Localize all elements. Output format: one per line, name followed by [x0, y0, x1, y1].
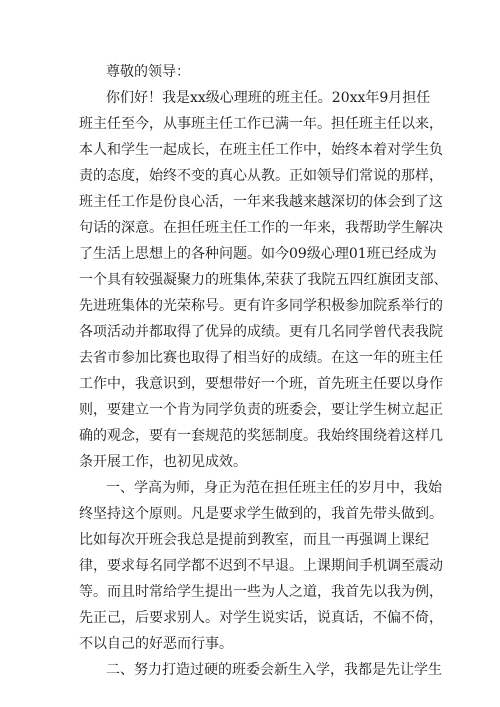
paragraph-line: 了生活上思想上的各种问题。如今09级心理01班已经成为 [79, 246, 437, 262]
paragraph-line: 不以自己的好恶而行事。 [79, 636, 233, 652]
paragraph-line: 各项活动并都取得了优异的成绩。更有几名同学曾代表我院 [79, 324, 443, 340]
paragraph-line: 班主任至今，从事班主任工作已满一年。担任班主任以来， [79, 116, 443, 132]
paragraph-line: 则，要建立一个肯为同学负责的班委会，要让学生树立起正 [79, 402, 443, 418]
paragraph-line: 你们好！我是xx级心理班的班主任。20xx年9月担任 [106, 90, 431, 106]
paragraph-line: 等。而且时常给学生提出一些为人之道，我首先以我为例， [79, 584, 443, 600]
salutation: 尊敬的领导： [106, 64, 190, 80]
paragraph-line: 先进班集体的光荣称号。更有许多同学积极参加院系举行的 [79, 298, 443, 314]
paragraph-line: 一、学高为师，身正为范在担任班主任的岁月中，我始 [106, 480, 442, 496]
paragraph-line: 一个具有较强凝聚力的班集体,荣获了我院五四红旗团支部、 [79, 272, 448, 288]
paragraph-line: 班主任工作是份良心活，一年来我越来越深切的体会到了这 [79, 194, 443, 210]
paragraph-line: 律，要求每名同学都不迟到不早退。上课期间手机调至震动 [79, 558, 443, 574]
paragraph-line: 责的态度，始终不变的真心从教。正如领导们常说的那样， [79, 168, 443, 184]
paragraph-line: 终坚持这个原则。凡是要求学生做到的，我首先带头做到。 [79, 506, 443, 522]
paragraph-line: 条开展工作，也初见成效。 [79, 454, 247, 470]
paragraph-line: 本人和学生一起成长，在班主任工作中，始终本着对学生负 [79, 142, 443, 158]
paragraph-line: 去省市参加比赛也取得了相当好的成绩。在这一年的班主任 [79, 350, 443, 366]
paragraph-line: 比如每次开班会我总是提前到教室，而且一再强调上课纪 [79, 532, 429, 548]
paragraph-line: 先正己，后要求别人。对学生说实话，说真话，不偏不倚， [79, 610, 443, 626]
paragraph-line: 句话的深意。在担任班主任工作的一年来，我帮助学生解决 [79, 220, 443, 236]
paragraph-line: 二、努力打造过硬的班委会新生入学，我都是先让学生 [106, 662, 442, 678]
paragraph-line: 工作中，我意识到，要想带好一个班，首先班主任要以身作 [79, 376, 443, 392]
paragraph-line: 确的观念，要有一套规范的奖惩制度。我始终围绕着这样几 [79, 428, 443, 444]
